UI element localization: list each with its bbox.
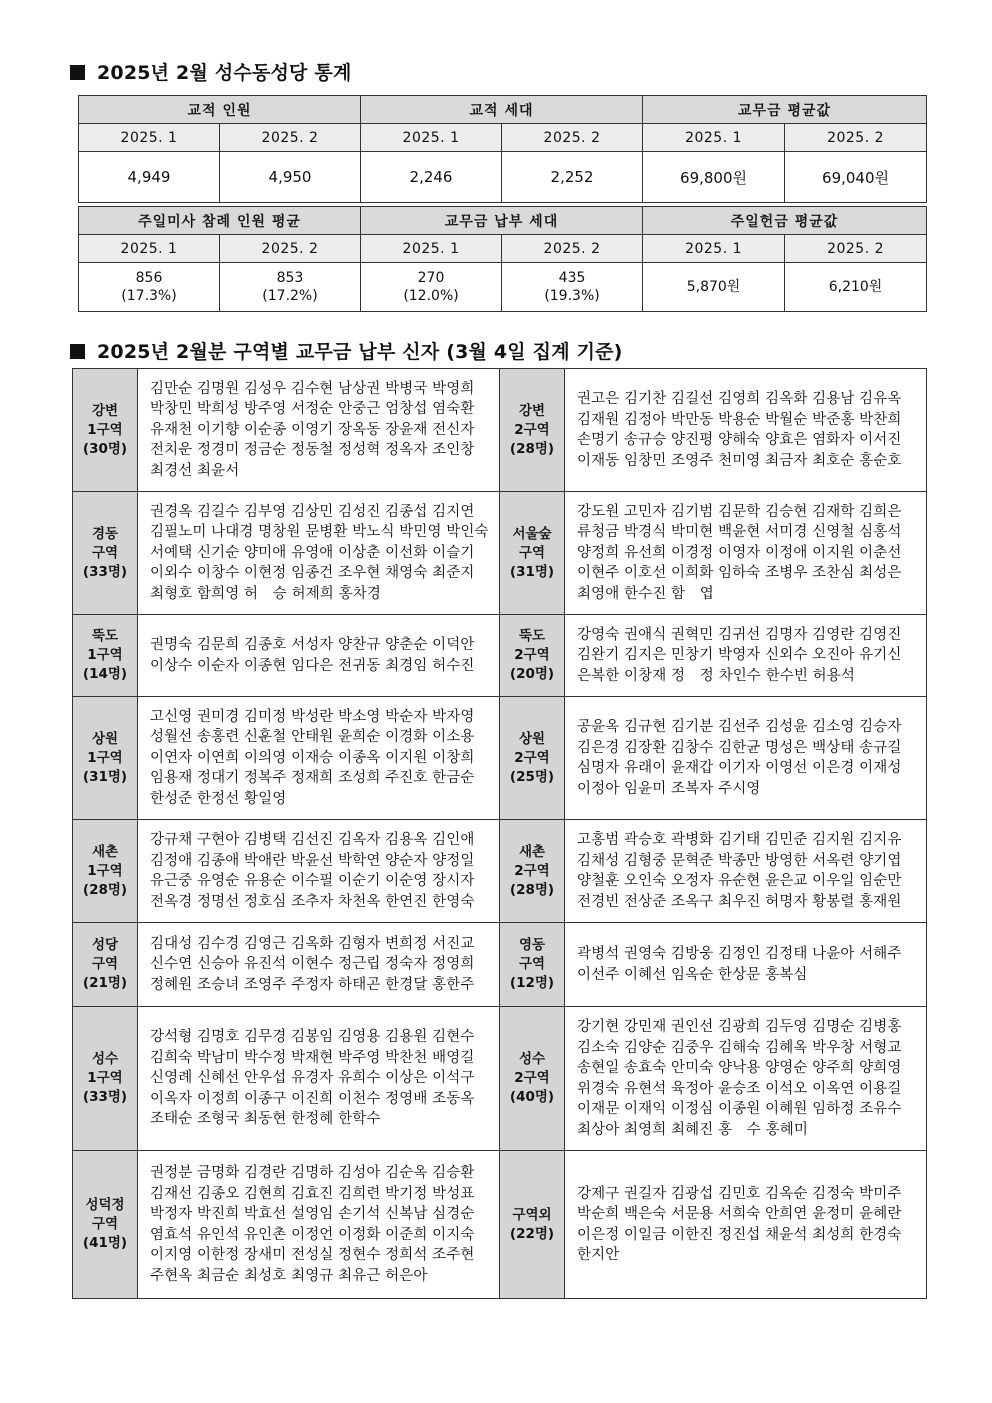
stats-value-cell: 4,949 [79,152,220,203]
district-members-cell [138,697,500,820]
district-name: 상원 [91,730,119,747]
stats-period-cell: 2025. 1 [361,124,502,152]
district-count: (28명) [509,440,555,457]
stats-value-cell [643,263,785,312]
stats-value-percent: (17.2%) [262,288,318,304]
district-row [73,923,927,1007]
district-members-cell [565,492,927,615]
district-name-cell [73,369,138,492]
stats-header-cell: 교무금 평균값 [643,96,927,124]
stats-value-percent: (19.3%) [544,288,600,304]
stats-header-cell: 교무금 납부 세대 [361,207,643,235]
district-subname: 2구역 [514,749,550,766]
stats-value-cell [502,263,643,312]
district-name-cell [500,697,565,820]
district-name-cell [500,615,565,697]
district-members: 공윤옥 김규현 김기분 김선주 김성윤 김소영 김승자 김은경 김장환 김창수 김한균 명성은 백상태 송규길 심명자 유래이 윤재갑 이기자 이영선 이은경 이재성 이정아 임윤미 조복자 주시영 [577,719,902,797]
district-members-cell [138,820,500,923]
district-subname: 구역 [91,956,119,972]
district-members-cell [565,369,927,492]
stats-value-main: 856 [135,270,163,286]
stats-value-cell: 69,040원 [785,152,927,203]
section-title-districts [70,337,623,364]
district-members-cell [138,1007,500,1151]
district-members: 김대성 김수경 김영근 김옥화 김형자 변희정 서진교 신수연 신승아 유진석 이현수 정근립 정숙자 정영희 정혜원 조승녀 조영주 주정자 하태곤 한경달 홍한주 [150,935,475,993]
district-members: 권고은 김기찬 김길선 김영희 김옥화 김용남 김유옥 김재원 김정아 박만동 박용순 박월순 박준홍 박찬희 손명기 송규승 양진평 양해숙 양효은 염화자 이서진 이재동 임창민 조영주 천미영 최금자 최호순 홍순호 [577,391,902,469]
district-count: (30명) [82,440,128,457]
district-name-cell [500,1151,565,1299]
district-members-cell [565,1151,927,1299]
stats-period-cell: 2025. 2 [502,124,643,152]
districts-title-text: 2025년 2월분 구역별 교무금 납부 신자 (3월 4일 집계 기준) [97,341,623,363]
stats-period-cell: 2025. 2 [220,235,361,263]
stats-value-main: 5,870원 [686,279,741,295]
statistics-table [78,95,927,312]
district-name-cell [500,820,565,923]
stats-value-cell: 4,950 [220,152,361,203]
district-members: 강영숙 권애식 권혁민 김귀선 김명자 김영란 김영진 김완기 김지은 민창기 박영자 신외수 오진아 유기신 은복한 이창재 정 정 차인수 한수빈 허용석 [577,626,902,684]
district-name-cell [73,1151,138,1299]
district-members-cell [565,697,927,820]
district-name-cell [73,492,138,615]
stats-period-row [79,124,927,152]
district-subname: 1구역 [87,421,123,438]
district-name: 성수 [91,1051,119,1067]
district-count: (41명) [82,1235,128,1251]
district-count: (21명) [82,975,128,991]
district-name: 성수 [518,1051,546,1067]
stats-period-row [79,235,927,263]
district-members: 강기현 강민재 권인선 김광희 김두영 김명순 김병홍 김소숙 김양순 김중우 김해숙 김혜옥 박우창 서형교 송현일 송효숙 안미숙 양낙용 양영순 양주희 양희영 위경숙 유현석 육정아 윤승조 이석오 이옥연 이용길 이재문 이재익 이정심 이종원 이혜원 임하정 조유수 최상아 최영희 최혜진 홍 수 홍혜미 [577,1019,902,1138]
district-members-cell [138,923,500,1007]
district-subname: 1구역 [87,749,123,766]
stats-period-cell: 2025. 1 [79,124,220,152]
district-name-cell [73,615,138,697]
square-bullet-icon [70,65,85,80]
stats-value-row [79,263,927,312]
stats-header-cell: 교적 인원 [79,96,361,124]
district-name: 뚝도 [91,628,119,644]
district-members-cell [138,1151,500,1299]
stats-header-cell: 주일미사 참례 인원 평균 [79,207,361,235]
stats-period-cell: 2025. 2 [220,124,361,152]
district-members: 고신영 권미경 김미정 박성란 박소영 박순자 박자영 성월선 송홍련 신훈철 안태원 윤희순 이경화 이소용 이연자 이연희 이의영 이재승 이종옥 이지원 이창희 임용재 정대기 정복주 정재희 조성희 주진호 한금순 한성준 한정선 황일영 [150,708,475,807]
district-subname: 구역 [91,544,119,561]
district-members-cell [138,492,500,615]
district-count: (33명) [82,563,128,580]
district-name-cell [73,820,138,923]
district-name-cell [500,492,565,615]
district-name: 강변 [91,402,119,419]
stats-value-cell [220,263,361,312]
district-count: (40명) [509,1089,555,1105]
district-row [73,697,927,820]
district-subname: 1구역 [87,1070,123,1086]
stats-period-cell: 2025. 1 [361,235,502,263]
district-row [73,820,927,923]
district-name: 영동 [518,937,546,953]
district-subname: 2구역 [514,862,550,879]
district-name: 서울숲 [512,525,552,542]
district-members: 강제구 권길자 김광섭 김민호 김옥순 김정숙 박미주 박순희 백은숙 서문용 서희숙 안희연 윤정미 윤혜란 이은정 이일금 이한진 정진섭 채윤석 최성희 한경숙 한지안 [577,1185,902,1263]
stats-value-main: 853 [276,270,304,286]
district-members: 강도원 고민자 김기범 김문학 김승현 김재학 김희은 류청금 박경식 박미현 백윤현 서미경 신영철 심홍석 양정희 유선희 이경정 이영자 이정애 이지원 이춘선 이현주 이호선 이희화 임하숙 조병우 조찬심 최성은 최영애 한수진 함 엽 [577,503,902,602]
district-members-cell [565,820,927,923]
district-name-cell [73,923,138,1007]
district-name: 성덕정 [85,1197,125,1213]
district-subname: 2구역 [514,1070,550,1086]
district-members: 권경옥 김길수 김부영 김상민 김성진 김종섭 김지연 김필노미 나대경 명창원 문병환 박노식 박민영 박인숙 서예택 신기순 양미애 유영애 이상춘 이선화 이슬기 이외수 이창수 이현정 임종건 조우현 채영숙 최준지 최형호 함희영 허 승 허제희 홍차경 [150,503,489,602]
district-name: 성당 [91,937,119,953]
district-subname: 구역 [91,1216,119,1232]
district-count: (28명) [509,881,555,898]
district-members: 곽병석 권영숙 김방웅 김정인 김정태 나윤아 서해주 이선주 이혜선 임옥순 한상문 홍복심 [577,946,902,983]
district-name: 새촌 [91,843,119,860]
district-members: 권정분 금명화 김경란 김명하 김성아 김순옥 김승환 김재선 김종오 김현희 김효진 김희련 박기정 박성표 박정자 박진희 박효선 설영임 손기석 신복남 심경순 염효석 유인석 유인촌 이정언 이정화 이준희 이지숙 이지영 이한정 장새미 전성실 정현수 정희석 조주현 주현옥 최금순 최성호 최영규 최유근 허은아 [150,1165,475,1284]
district-count: (31명) [509,563,555,580]
stats-period-cell: 2025. 1 [79,235,220,263]
district-members-cell [565,923,927,1007]
stats-value-percent: (12.0%) [403,288,459,304]
district-table [72,368,927,1299]
district-row [73,1007,927,1151]
stats-value-cell: 69,800원 [643,152,785,203]
district-members-cell [138,369,500,492]
district-name: 상원 [518,730,546,747]
district-subname: 2구역 [514,421,550,438]
district-row [73,492,927,615]
district-row [73,369,927,492]
district-count: (33명) [82,1089,128,1105]
stats-value-percent: (17.3%) [121,288,177,304]
district-subname: 1구역 [87,647,123,663]
district-row [73,615,927,697]
square-bullet-icon [70,344,85,359]
district-count: (12명) [509,975,555,991]
district-members: 김만순 김명원 김성우 김수현 남상권 박병국 박영희 박창민 박희성 방주영 서정순 안중근 엄창섭 염숙환 유재천 이기향 이순종 이영기 장옥동 장윤재 전신자 전치운 정경미 정금순 정동철 정성혁 정옥자 조인창 최경선 최윤서 [150,380,475,479]
stats-period-cell: 2025. 1 [643,235,785,263]
stats-period-cell: 2025. 2 [785,235,927,263]
stats-header-cell: 주일헌금 평균값 [643,207,927,235]
district-members-cell [565,1007,927,1151]
district-members: 강석형 김명호 김무경 김봉임 김영용 김용원 김현수 김희숙 박남미 박수정 박재현 박주영 박찬천 배영길 신영례 신혜선 안우섭 유경자 유희수 이상은 이석구 이옥자 이정희 이종구 이진희 이천수 정영배 조동옥 조태순 조형국 최동현 한정혜 한학수 [150,1029,475,1128]
stats-value-cell: 2,252 [502,152,643,203]
district-name-cell [73,1007,138,1151]
stats-value-cell [79,263,220,312]
stats-period-cell: 2025. 2 [502,235,643,263]
stats-value-cell: 2,246 [361,152,502,203]
statistics-title-text: 2025년 2월 성수동성당 통계 [97,62,352,84]
district-count: (31명) [82,768,128,785]
district-count: (20명) [509,666,555,682]
stats-value-main: 435 [558,270,586,286]
stats-header-row [79,207,927,235]
district-name: 구역외 [512,1206,552,1223]
district-count: (22명) [509,1225,555,1242]
stats-header-cell: 교적 세대 [361,96,643,124]
district-subname: 구역 [518,956,546,972]
district-name: 강변 [518,402,546,419]
stats-value-cell [361,263,502,312]
stats-value-main: 6,210원 [828,279,883,295]
district-members: 고홍범 곽승호 곽병화 김기태 김민준 김지원 김지유 김채성 김형중 문혁준 박종만 방영한 서옥련 양기엽 양철훈 오인숙 오정자 유순현 윤은교 이우일 임순만 전경빈 전상준 조옥구 최우진 허명자 황봉렬 홍재원 [577,832,902,910]
stats-value-cell [785,263,927,312]
district-members: 강규채 구현아 김병택 김선진 김옥자 김용옥 김인애 김정애 김종애 박애란 박윤선 박학연 양순자 양정일 유근중 유영순 유용순 이수필 이순기 이순영 장시자 전옥경 정명선 정호심 조추자 차천옥 한연진 한영숙 [150,832,475,910]
district-name-cell [500,1007,565,1151]
district-name-cell [73,697,138,820]
district-members-cell [138,615,500,697]
stats-value-main: 270 [417,270,445,286]
district-members-cell [565,615,927,697]
section-title-statistics [70,58,352,85]
district-count: (28명) [82,881,128,898]
district-name-cell [500,369,565,492]
district-members: 권명숙 김문희 김종호 서성자 양찬규 양춘순 이덕안 이상수 이순자 이종현 임다은 전귀동 최경임 허수진 [150,637,475,674]
district-subname: 2구역 [514,647,550,663]
stats-period-cell: 2025. 1 [643,124,785,152]
district-count: (25명) [509,768,555,785]
district-count: (14명) [82,666,128,682]
district-row [73,1151,927,1299]
district-name-cell [500,923,565,1007]
stats-value-row [79,152,927,203]
district-name: 뚝도 [518,628,546,644]
district-name: 경동 [91,525,119,542]
district-subname: 1구역 [87,862,123,879]
stats-period-cell: 2025. 2 [785,124,927,152]
district-name: 새촌 [518,843,546,860]
district-subname: 구역 [518,544,546,561]
stats-header-row [79,96,927,124]
